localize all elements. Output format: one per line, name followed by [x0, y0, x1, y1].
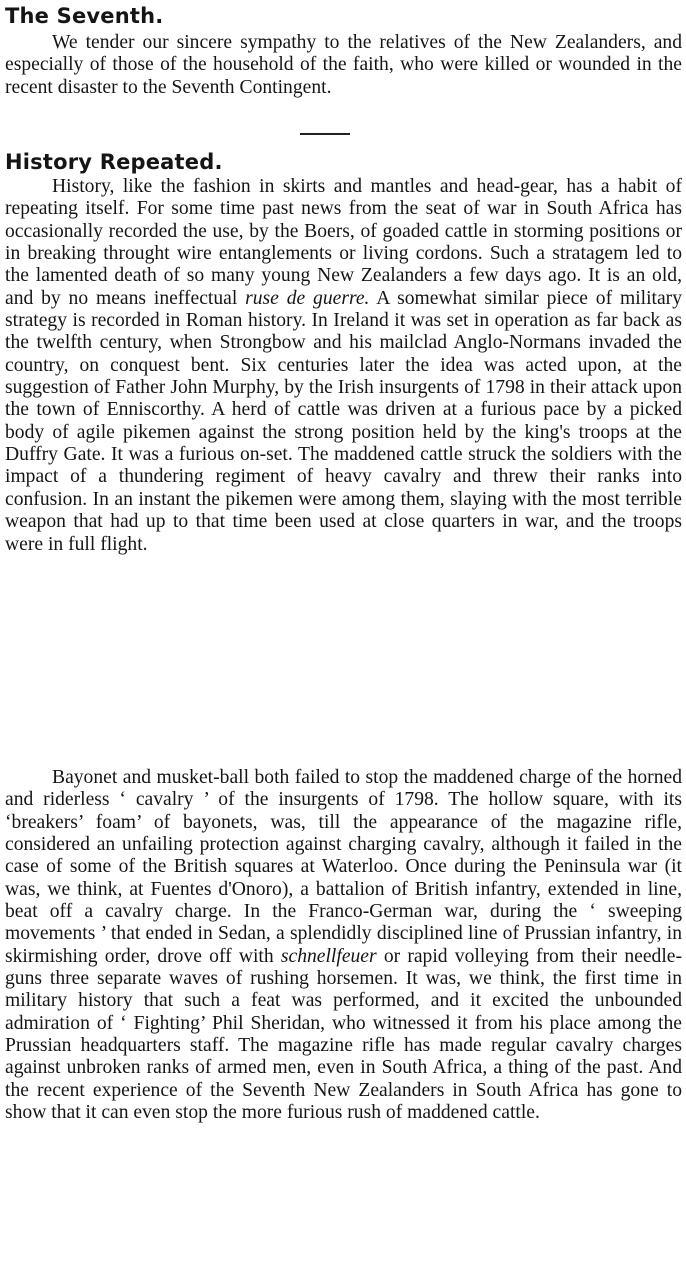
history-italic-ruse: ruse de guerre. [245, 287, 370, 309]
history-text-1b: A somewhat similar piece of military strategy is recorded in Roman history. In Ireland it was set in operation as far back as the twelfth century, when Strongbow and his mailclad Anglo-Normans invaded the country, on conquest bent. Six centuries later the idea was acted upon, at the suggestion of Father John Murphy, by the Irish insurgents of 1798 in their attack upon the town of Enniscorthy. A herd of cattle was driven at a furious pace by a picked body of agile pikemen against the strong position held by the king's troops at the Duffry Gate. It was a furious on-set. The maddened cattle struck the soldiers with the impact of a thundering regiment of heavy cavalry and threw their ranks into confusion. In an instant the pikemen were among them, slaying with the most terrible weapon that had up to that time been used at close quarters in war, and the troops were in full flight. [5, 287, 683, 555]
history-text-1a: History, like the fashion in skirts and mantles and head-gear, has a habit of repeating itself. For some time past news from the seat of war in South Africa has occasionally recorded the use, by the Boers, of goaded cattle in storming positions or in breaking throught wire entanglements or living cordons. Such a stratagem led to the lamented death of so many young New Zealanders a few days ago. It is an old, and by no means ineffectual [5, 176, 682, 309]
history-italic-schnellfeuer: schnellfeuer [280, 945, 377, 967]
history-text-2a: Bayonet and musket-ball both failed to stop the maddened charge of the horned and riderless ‘ cavalry ’ of the insurgents of 1798. The hollow square, with its ‘breakers’ foam’ of bayonets, was, till the appearance of the magazine rifle, considered an unfailing protection against charging cavalry, although it failed in the case of some of the British squares at Waterloo. Once during the Peninsula war (it was, we think, at Fuentes d'Onoro), a battalion of British infantry, extended in line, beat off a cavalry charge. In the Franco-German war, during the ‘ sweeping movements ’ that ended in Sedan, a splendidly disciplined line of Prussian infantry, in skirmishing order, drove off with [5, 767, 682, 967]
article-title-history-repeated: History Repeated. [5, 150, 223, 174]
section-divider [300, 133, 350, 135]
article-body-seventh [5, 32, 682, 99]
history-paragraph-1 [5, 176, 682, 556]
seventh-text: We tender our sincere sympathy to the relatives of the New Zealanders, and especially of those of the household of the faith, who were killed or wounded in the recent disaster to the Seventh Contingent. [5, 32, 682, 98]
article-title-seventh: The Seventh. [5, 4, 164, 28]
history-paragraph-2 [5, 767, 682, 1125]
history-text-2b: or rapid volleying from their needle-guns three separate waves of rushing horsemen. It was, we think, the first time in military history that such a feat was performed, and it excited the unbounded admiration of ‘ Fighting’ Phil Sheridan, who witnessed it from his place among the Prussian headquarters staff. The magazine rifle has made regular cavalry charges against unbroken ranks of armed men, even in South Africa, a thing of the past. And the recent experience of the Seventh New Zealanders in South Africa has gone to show that it can even stop the more furious rush of maddened cattle. [5, 945, 682, 1124]
